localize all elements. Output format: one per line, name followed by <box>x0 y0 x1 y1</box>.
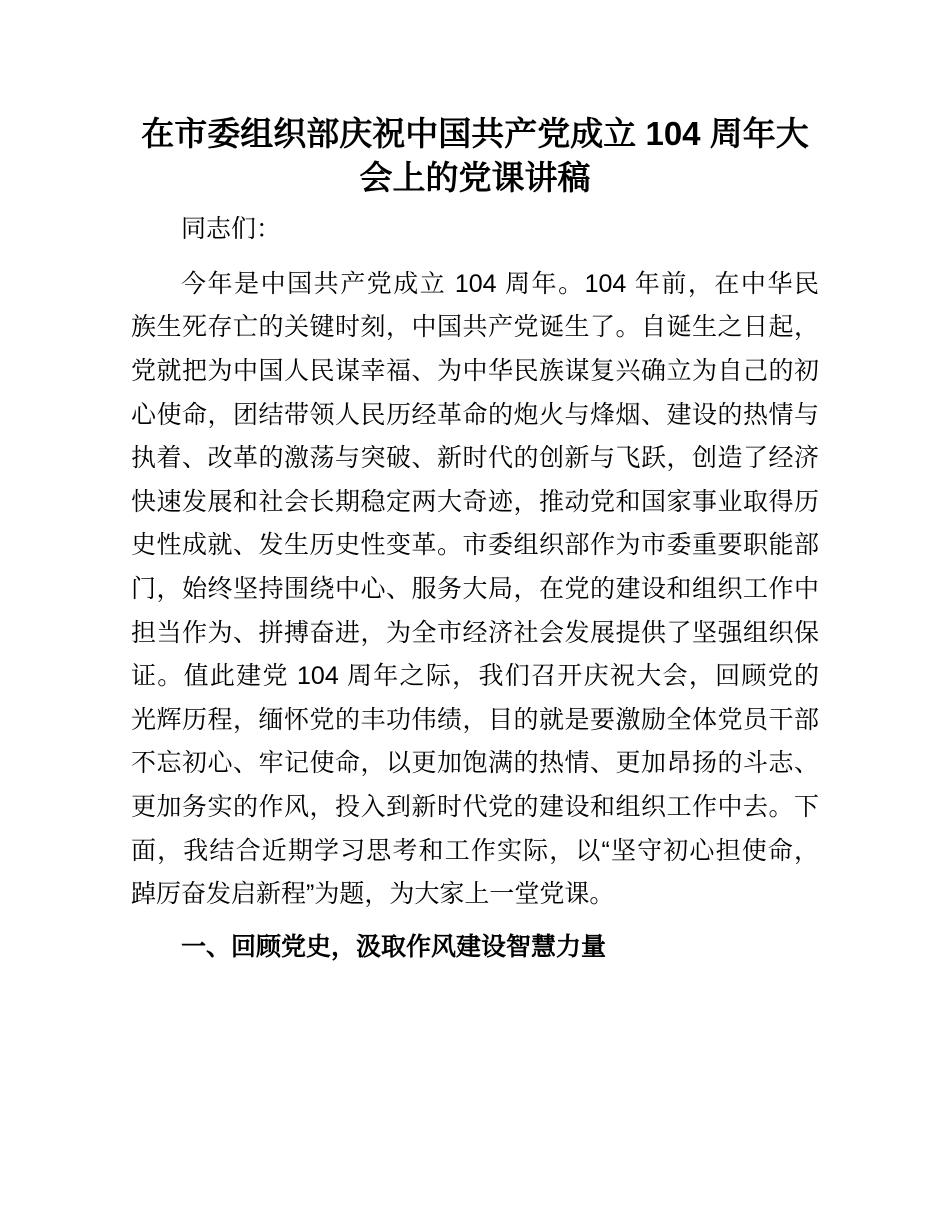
body-line: 光辉历程，缅怀党的丰功伟绩，目的就是要激励全体党员干部 <box>131 705 819 734</box>
body-line: 执着、改革的激荡与突破、新时代的创新与飞跃，创造了经济 <box>131 444 819 473</box>
salutation: 同志们： <box>181 215 282 244</box>
document-title-line: 在市委组织部庆祝中国共产党成立 104 周年大 <box>141 115 809 152</box>
body-line: 党就把为中国人民谋幸福、为中华民族谋复兴确立为自己的初 <box>131 356 819 385</box>
body-line: 不忘初心、牢记使命，以更加饱满的热情、更加昂扬的斗志、 <box>131 749 819 778</box>
document-title <box>131 112 819 199</box>
body-line: 更加务实的作风，投入到新时代党的建设和组织工作中去。下 <box>131 792 819 821</box>
body-line: 快速发展和社会长期稳定两大奇迹，推动党和国家事业取得历 <box>131 487 819 516</box>
body-line: 心使命，团结带领人民历经革命的炮火与烽烟、建设的热情与 <box>131 400 819 429</box>
body-line: 担当作为、拼搏奋进，为全市经济社会发展提供了坚强组织保 <box>131 618 819 647</box>
body-line: 门，始终坚持围绕中心、服务大局，在党的建设和组织工作中 <box>131 574 819 603</box>
body-line: 证。值此建党 104 周年之际，我们召开庆祝大会，回顾党的 <box>131 662 819 691</box>
body-line: 今年是中国共产党成立 104 周年。104 年前，在中华民 <box>181 269 819 298</box>
document-title-line: 会上的党课讲稿 <box>359 158 591 196</box>
body-line: 史性成就、发生历史性变革。市委组织部作为市委重要职能部 <box>131 531 819 560</box>
body-line: 族生死存亡的关键时刻，中国共产党诞生了。自诞生之日起， <box>131 313 819 342</box>
body-line: 踔厉奋发启新程”为题，为大家上一堂党课。 <box>131 880 615 909</box>
body-line: 面，我结合近期学习思考和工作实际，以“坚守初心担使命， <box>131 836 819 865</box>
body-paragraph <box>131 263 819 917</box>
section-heading: 一、回顾党史，汲取作风建设智慧力量 <box>181 932 607 961</box>
